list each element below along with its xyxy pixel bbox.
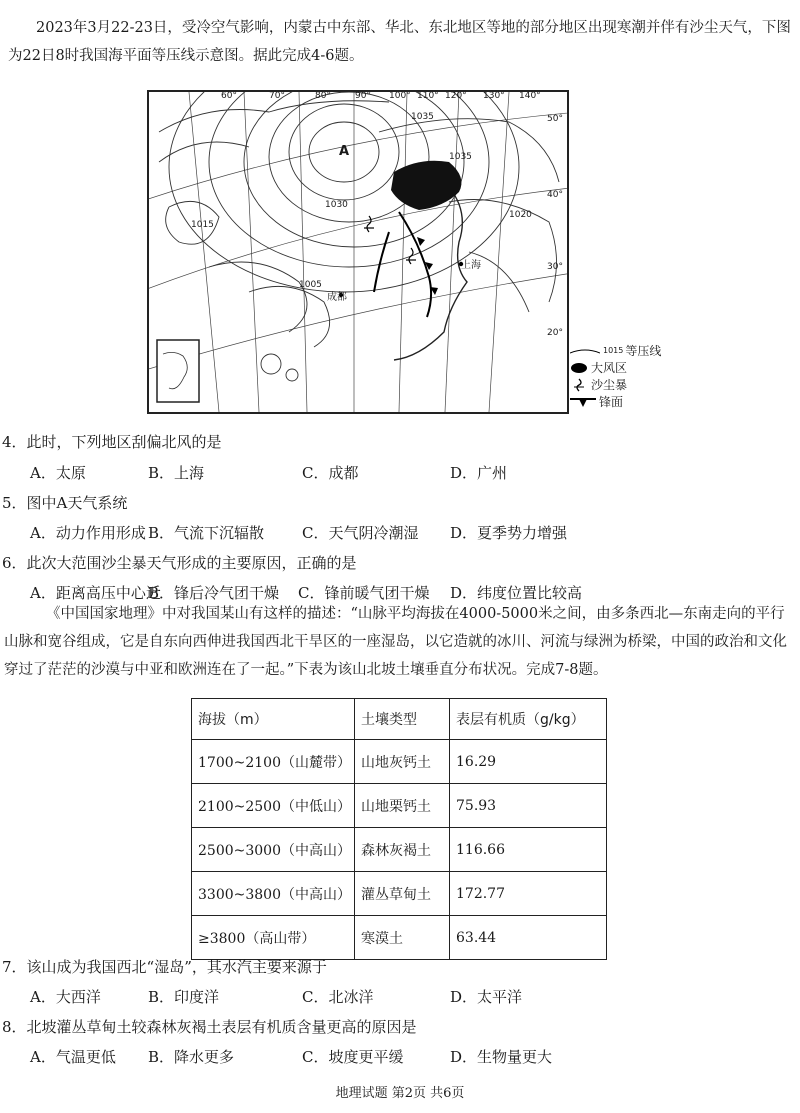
table-cell: 16.29 [450, 740, 607, 784]
high-pressure-label: A [339, 144, 350, 159]
table-row [192, 828, 607, 872]
table-cell: 3300~3800（中高山） [192, 872, 355, 916]
option-a[interactable]: A．气温更低 [30, 1048, 116, 1066]
question-5-stem: 5．图中A天气系统 [2, 494, 128, 512]
lon-label: 110° [417, 91, 439, 101]
lon-label: 80° [315, 91, 331, 101]
table-cell: 山地灰钙土 [355, 740, 450, 784]
map-legend [570, 342, 690, 410]
lat-label: 30° [547, 262, 563, 272]
option-b[interactable]: B．上海 [148, 464, 205, 482]
table-header-organic-matter: 表层有机质（g/kg） [450, 699, 607, 740]
sandstorm-symbol-icon [570, 378, 588, 392]
table-cell: 172.77 [450, 872, 607, 916]
legend-isobar-value: 1015 [603, 346, 624, 355]
legend-strong-wind [570, 359, 690, 376]
isobar-map-drawing [149, 92, 567, 412]
option-b[interactable]: B．降水更多 [148, 1048, 235, 1066]
page-footer: 地理试题 第2页 共6页 [335, 1086, 465, 1101]
question-4-stem: 4．此时，下列地区刮偏北风的是 [2, 433, 222, 451]
option-c[interactable]: C．成都 [302, 464, 359, 482]
option-b[interactable]: B．印度洋 [148, 988, 220, 1006]
lon-label: 90° [355, 91, 371, 101]
strong-wind-symbol-icon [570, 362, 588, 374]
isobar-label: 1030 [325, 200, 348, 210]
front-symbol-icon [570, 396, 596, 408]
lat-label: 40° [547, 190, 563, 200]
table-row [192, 872, 607, 916]
option-d[interactable]: D．生物量更大 [450, 1048, 553, 1066]
table-header-row [192, 699, 607, 740]
lon-label: 60° [221, 91, 237, 101]
city-shanghai-label: 上海 [461, 260, 481, 271]
isobar-label: 1035 [411, 112, 434, 122]
option-a[interactable]: A．距离高压中心近 [30, 584, 161, 602]
question-7-stem: 7．该山成为我国西北“湿岛”，其水汽主要来源于 [2, 958, 327, 976]
table-row [192, 784, 607, 828]
table-cell: 63.44 [450, 916, 607, 960]
table-cell: ≥3800（高山带） [192, 916, 355, 960]
table-cell: 1700~2100（山麓带） [192, 740, 355, 784]
option-d[interactable]: D．广州 [450, 464, 508, 482]
table-cell: 森林灰褐土 [355, 828, 450, 872]
table-cell: 2100~2500（中低山） [192, 784, 355, 828]
soil-vertical-distribution-table [191, 698, 607, 960]
option-c[interactable]: C．坡度更平缓 [302, 1048, 404, 1066]
legend-front-label: 锋面 [599, 395, 624, 409]
table-cell: 75.93 [450, 784, 607, 828]
option-d[interactable]: D．太平洋 [450, 988, 523, 1006]
question-8-stem: 8．北坡灌丛草甸土较森林灰褐土表层有机质含量更高的原因是 [2, 1018, 417, 1036]
table-cell: 寒漠土 [355, 916, 450, 960]
legend-strong-wind-label: 大风区 [591, 361, 628, 375]
table-cell: 2500~3000（中高山） [192, 828, 355, 872]
legend-isobar-label: 等压线 [625, 344, 662, 358]
table-cell: 灌丛草甸土 [355, 872, 450, 916]
table-header-soil-type: 土壤类型 [355, 699, 450, 740]
option-c[interactable]: C．天气阴冷潮湿 [302, 524, 419, 542]
table-cell: 116.66 [450, 828, 607, 872]
option-b[interactable]: B．锋后冷气团干燥 [148, 584, 280, 602]
table-header-altitude: 海拔（m） [192, 699, 355, 740]
isobar-label: 1035 [449, 152, 472, 162]
lat-label: 20° [547, 328, 563, 338]
option-d[interactable]: D．夏季势力增强 [450, 524, 568, 542]
table-cell: 山地栗钙土 [355, 784, 450, 828]
isobar-map [147, 90, 569, 414]
legend-sandstorm-label: 沙尘暴 [591, 378, 628, 392]
legend-front [570, 393, 690, 410]
isobar-label: 1005 [299, 280, 322, 290]
option-a[interactable]: A．太原 [30, 464, 86, 482]
option-b[interactable]: B．气流下沉辐散 [148, 524, 265, 542]
option-c[interactable]: C．锋前暖气团干燥 [298, 584, 430, 602]
legend-isobar [570, 342, 690, 359]
isobar-label: 1015 [191, 220, 214, 230]
passage-7-8: 《中国国家地理》中对我国某山有这样的描述：“山脉平均海拔在4000-5000米之间，由多条西北—东南走向的平行山脉和宽谷组成，它是自东向西伸进我国西北干旱区的一座湿岛，以它造就的冰川、河流与绿洲为桥梁，中国的政治和文化穿过了茫茫的沙漠与中亚和欧洲连在了一起。”下表为该山北坡土壤垂直分布状况。完成7-8题。 [4, 606, 787, 678]
lon-label: 130° [483, 91, 505, 101]
question-6-stem: 6．此次大范围沙尘暴天气形成的主要原因，正确的是 [2, 554, 357, 572]
table-row [192, 740, 607, 784]
city-chengdu-label: 成都 [327, 292, 347, 303]
lon-label: 140° [519, 91, 541, 101]
lon-label: 100° [389, 91, 411, 101]
option-d[interactable]: D．纬度位置比较高 [450, 584, 583, 602]
option-a[interactable]: A．大西洋 [30, 988, 101, 1006]
option-c[interactable]: C．北冰洋 [302, 988, 374, 1006]
isobar-symbol-icon [570, 345, 600, 357]
lat-label: 50° [547, 114, 563, 124]
lon-label: 70° [269, 91, 285, 101]
legend-sandstorm [570, 376, 690, 393]
option-a[interactable]: A．动力作用形成 [30, 524, 146, 542]
table-row [192, 916, 607, 960]
intro-paragraph: 2023年3月22-23日，受冷空气影响，内蒙古中东部、华北、东北地区等地的部分地区出现寒潮并伴有沙尘天气，下图为22日8时我国海平面等压线示意图。据此完成4-6题。 [8, 20, 791, 64]
isobar-label: 1020 [509, 210, 532, 220]
lon-label: 120° [445, 91, 467, 101]
